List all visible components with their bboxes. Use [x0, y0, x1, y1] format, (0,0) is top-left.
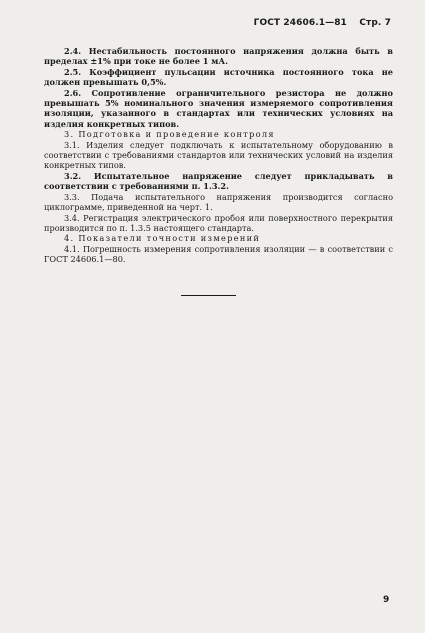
- page-number: 9: [383, 595, 390, 605]
- paragraph-3-3: 3.3. Подача испытательного напряжения производится согласно циклограмме, приведенной на черт. 1.: [44, 191, 393, 213]
- paragraph-3-2: 3.2. Испытательное напряжение следует прикладывать в соответствии с требованиями п. 1.3.2.: [44, 170, 393, 192]
- paragraph-2-4: 2.4. Нестабильность постоянного напряжения должна быть в пределах ±1% при токе не более 1 мА.: [44, 46, 393, 67]
- header-separator: [350, 18, 356, 28]
- paragraph-2-5: 2.5. Коэффициент пульсации источника постоянного тока не должен превышать 0,5%.: [44, 66, 393, 88]
- section-heading-3: 3. Подготовка и проведение контроля: [64, 129, 275, 140]
- paragraph-4-1: 4.1. Погрешность измерения сопротивления изоляции — в соответствии с ГОСТ 24606.1—80.: [44, 243, 393, 265]
- paragraph-3-4: 3.4. Регистрация электрического пробоя или поверхностного перекрытия производится по п. 1.3.5 настоящего стандарта.: [44, 212, 393, 233]
- paragraph-3-1: 3.1. Изделия следует подключать к испытательному оборудованию в соответствии с требованиями стандартов или технических условий на изделия конкретных типов.: [44, 139, 393, 171]
- header-page-label: Стр. 7: [359, 18, 391, 28]
- section-heading-4: 4. Показатели точности измерений: [64, 233, 261, 244]
- paragraph-2-6: 2.6. Сопротивление ограничительного резистора не должно превышать 5% номинального значения измеряемого сопротивления изоляции, указанного в стандартах или технических условиях на изделия конкретных типов.: [44, 87, 393, 129]
- end-divider: [181, 295, 236, 296]
- document-body: [44, 46, 393, 265]
- standard-designation: ГОСТ 24606.1—81: [253, 18, 347, 28]
- page-header: [254, 18, 391, 28]
